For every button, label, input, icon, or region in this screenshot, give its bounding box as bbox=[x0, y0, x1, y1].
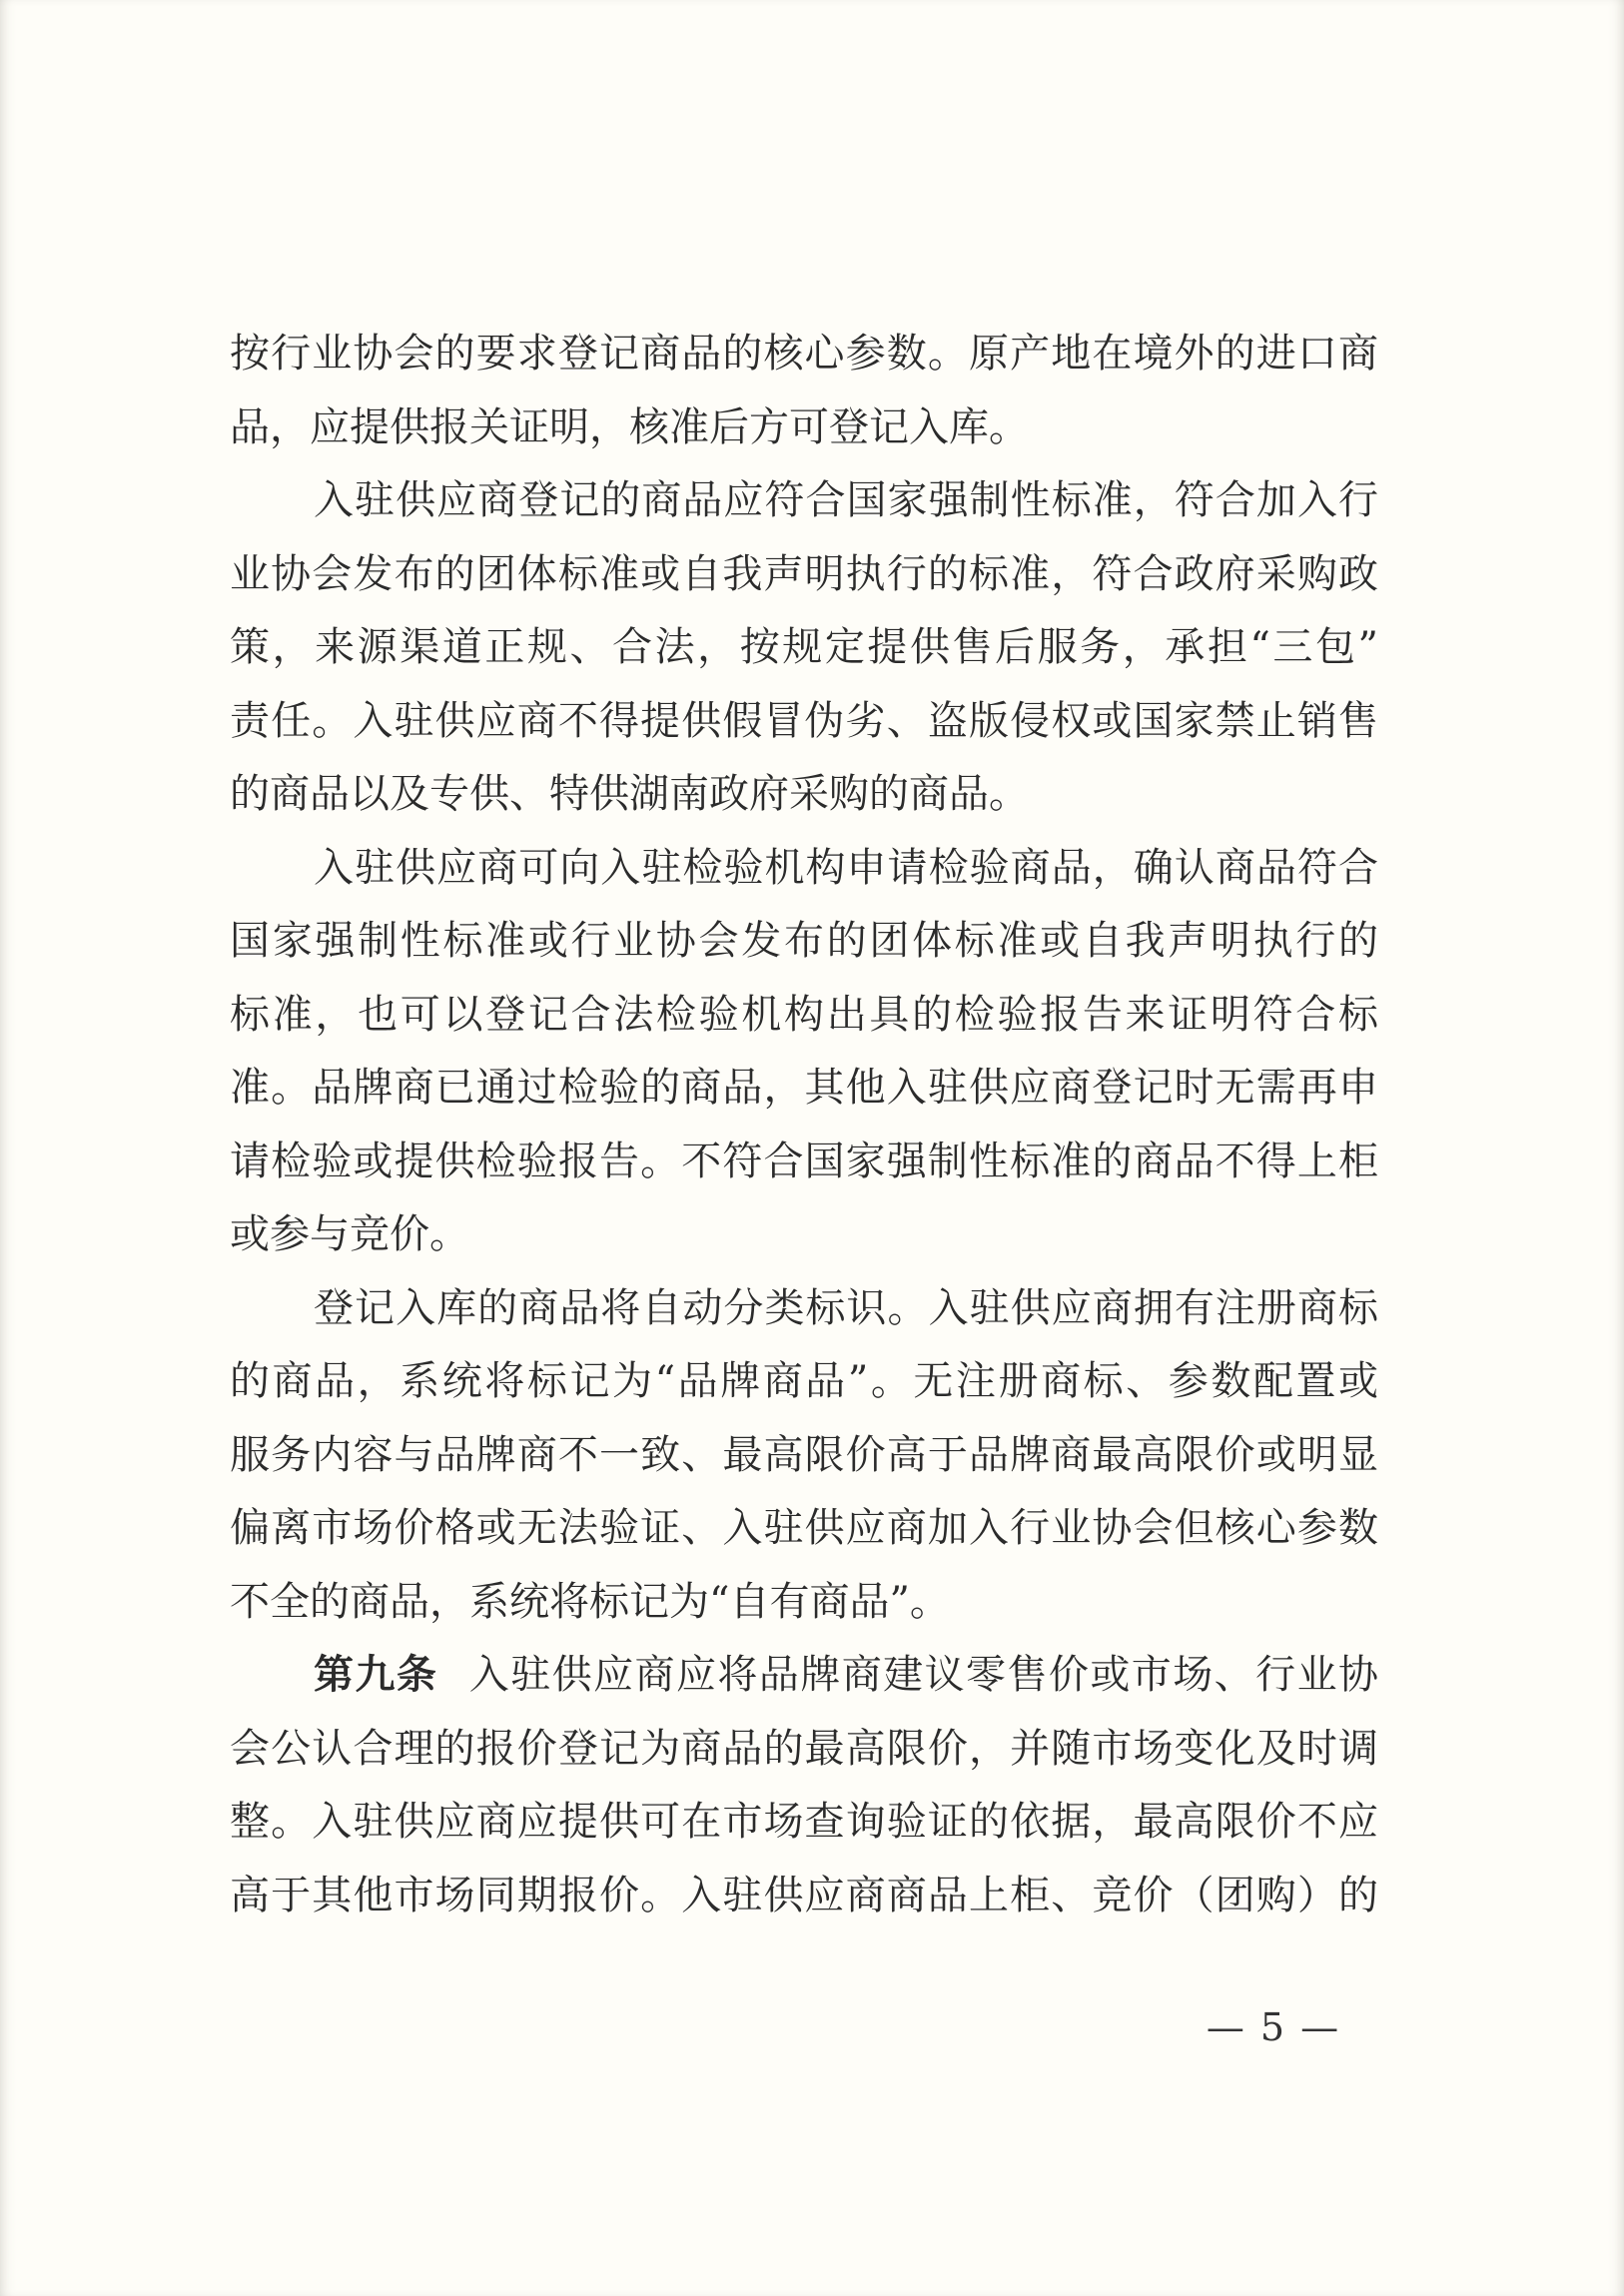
text-line: 国家强制性标准或行业协会发布的团体标准或自我声明执行的 bbox=[230, 918, 1378, 964]
text-line: 服务内容与品牌商不一致、最高限价高于品牌商最高限价或明显 bbox=[230, 1431, 1378, 1478]
article-heading: 第九条 bbox=[314, 1652, 438, 1698]
text-line: 按行业协会的要求登记商品的核心参数。原产地在境外的进口商 bbox=[230, 331, 1378, 377]
text-line: 策，来源渠道正规、合法，按规定提供售后服务，承担“三包” bbox=[230, 624, 1378, 670]
article-9-text: 入驻供应商应将品牌商建议零售价或市场、行业协 bbox=[467, 1652, 1379, 1698]
body-text bbox=[230, 318, 1378, 1932]
text-line: 品，应提供报关证明，核准后方可登记入库。 bbox=[230, 403, 1029, 450]
text-line: 登记入库的商品将自动分类标识。入驻供应商拥有注册商标 bbox=[314, 1284, 1378, 1331]
text-line: 整。入驻供应商应提供可在市场查询验证的依据，最高限价不应 bbox=[230, 1799, 1378, 1845]
text-line: 标准，也可以登记合法检验机构出具的检验报告来证明符合标 bbox=[230, 991, 1378, 1038]
text-line: 会公认合理的报价登记为商品的最高限价，并随市场变化及时调 bbox=[230, 1725, 1378, 1772]
text-line: 责任。入驻供应商不得提供假冒伪劣、盗版侵权或国家禁止销售 bbox=[230, 697, 1378, 744]
text-line: 准。品牌商已通过检验的商品，其他入驻供应商登记时无需再申 bbox=[230, 1065, 1378, 1111]
text-line: 入驻供应商登记的商品应符合国家强制性标准，符合加入行 bbox=[314, 477, 1378, 523]
text-line: 的商品以及专供、特供湖南政府采购的商品。 bbox=[230, 771, 1029, 817]
text-line: 高于其他市场同期报价。入驻供应商商品上柜、竞价（团购）的 bbox=[230, 1872, 1378, 1918]
text-line: 偏离市场价格或无法验证、入驻供应商加入行业协会但核心参数 bbox=[230, 1505, 1378, 1551]
page-number: — 5 — bbox=[1206, 2005, 1341, 2049]
text-line: 的商品，系统将标记为“品牌商品”。无注册商标、参数配置或 bbox=[230, 1358, 1378, 1404]
text-line: 入驻供应商可向入驻检验机构申请检验商品，确认商品符合 bbox=[314, 844, 1378, 891]
article-9-first-line bbox=[230, 1639, 1378, 1713]
text-line: 或参与竞价。 bbox=[230, 1211, 469, 1257]
text-line: 业协会发布的团体标准或自我声明执行的标准，符合政府采购政 bbox=[230, 550, 1378, 597]
text-line: 请检验或提供检验报告。不符合国家强制性标准的商品不得上柜 bbox=[230, 1138, 1378, 1184]
text-line: 不全的商品，系统将标记为“自有商品”。 bbox=[230, 1578, 950, 1625]
